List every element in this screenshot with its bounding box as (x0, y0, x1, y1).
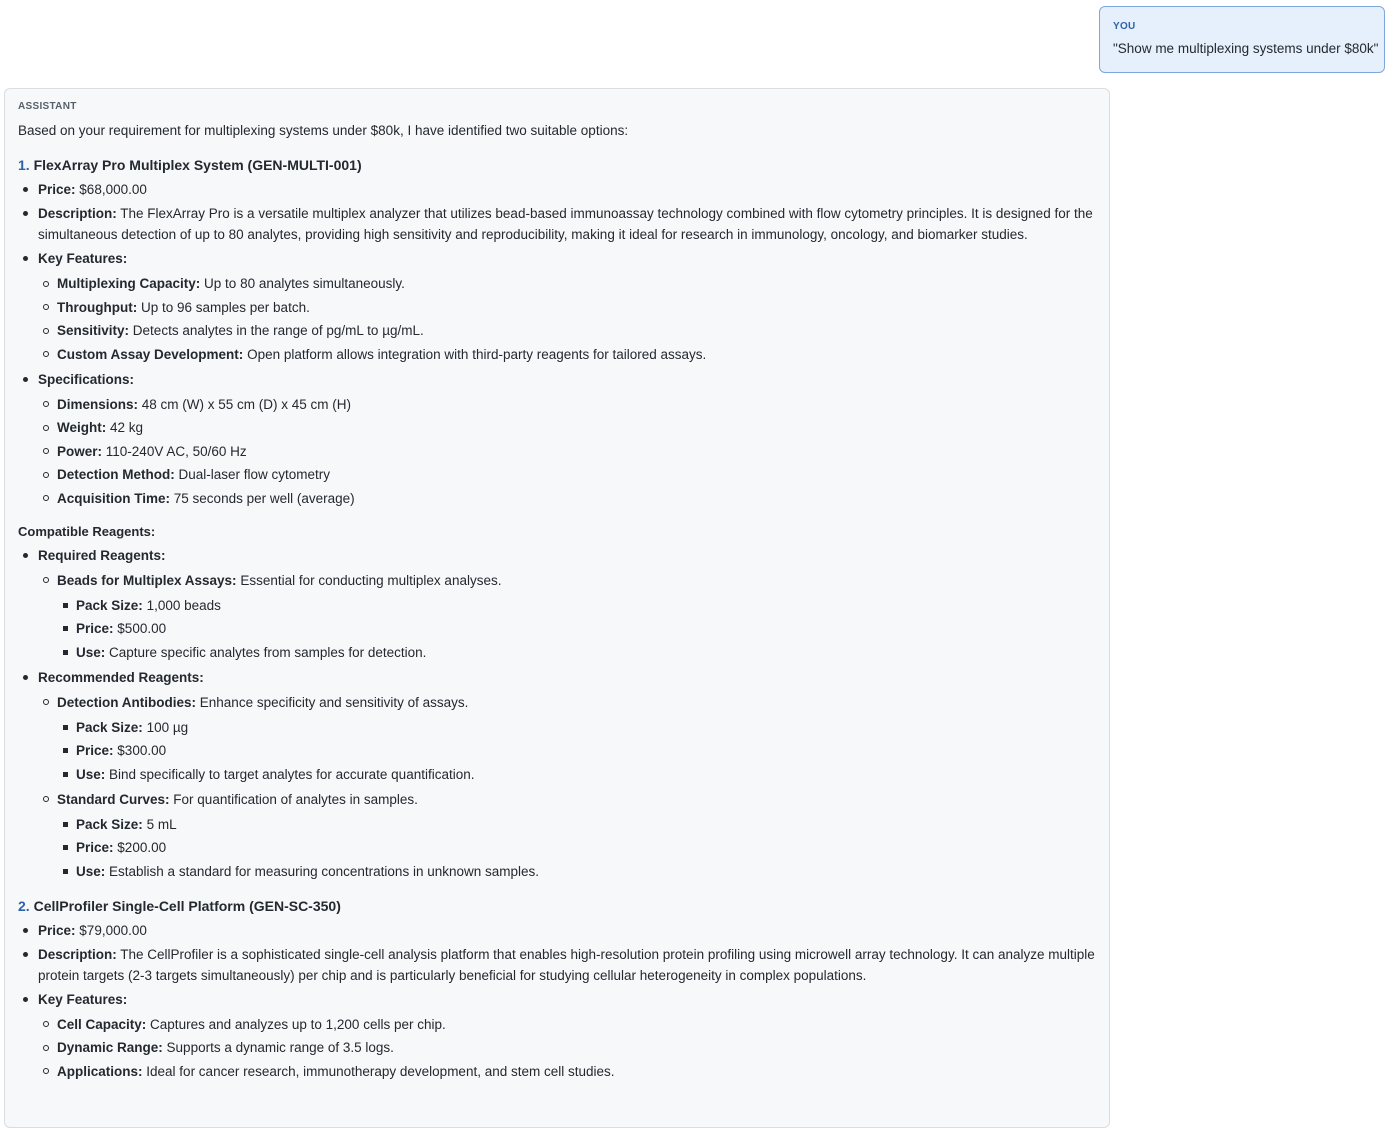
key-features-list (38, 1014, 1096, 1082)
item-key: Price: (38, 922, 76, 938)
item-value: $79,000.00 (79, 922, 147, 938)
item-key: Use: (76, 644, 106, 660)
compatible-reagents-heading: Compatible Reagents: (18, 523, 156, 539)
list-item (57, 764, 1096, 785)
list-item (38, 344, 1096, 365)
item-key: Detection Antibodies: (57, 694, 197, 710)
list-item (18, 545, 1096, 663)
item-key: Power: (57, 443, 103, 459)
item-key: Dimensions: (57, 396, 139, 412)
item-value: $500.00 (117, 621, 167, 636)
list-item (38, 789, 1096, 882)
item-value: The FlexArray Pro is a versatile multiplex analyzer that utilizes bead-based immunoassay technology combined with flow cytometry principles. It is designed for the simultaneous detection of up to 80 analytes, providing high sensitivity and reproducibility, making it ideal for research in immunology, oncology, and biomarker studies. (38, 206, 1093, 242)
item-key: Key Features: (38, 251, 128, 266)
item-value: $68,000.00 (79, 182, 147, 197)
item-value: 75 seconds per well (average) (173, 490, 355, 506)
product-name: CellProfiler Single-Cell Platform (GEN-SC-350) (33, 897, 341, 914)
list-item (57, 618, 1096, 639)
reagent-details (57, 717, 1096, 785)
item-value: Capture specific analytes from samples for detection. (109, 644, 427, 660)
item-key: Pack Size: (76, 597, 143, 613)
user-label: YOU (1113, 21, 1136, 32)
user-message-bubble (1099, 6, 1385, 73)
item-key: Price: (76, 743, 114, 758)
product-1-details (18, 179, 1096, 509)
item-value: Essential for conducting multiplex analyses. (240, 572, 502, 588)
list-item (18, 179, 1096, 200)
product-number: 1. (18, 157, 30, 173)
item-value: Detects analytes in the range of pg/mL to µg/mL. (132, 323, 424, 338)
list-item (57, 837, 1096, 858)
item-value: Dual-laser flow cytometry (178, 467, 331, 482)
reagent-details (57, 814, 1096, 882)
list-item (38, 320, 1096, 341)
product-1-title (18, 154, 1096, 176)
item-key: Detection Method: (57, 467, 175, 482)
product-name: FlexArray Pro Multiplex System (GEN-MULTI-001) (33, 157, 362, 173)
assistant-label: ASSISTANT (18, 101, 77, 112)
reagent-details (57, 595, 1096, 663)
item-key: Use: (76, 766, 106, 782)
list-item (38, 1037, 1096, 1058)
key-features-list (38, 273, 1096, 365)
list-item (38, 464, 1096, 485)
list-item (57, 717, 1096, 738)
product-number: 2. (18, 897, 30, 914)
assistant-message (4, 88, 1110, 1128)
list-item (38, 394, 1096, 415)
list-item (57, 595, 1096, 616)
list-item (38, 692, 1096, 785)
item-value: 1,000 beads (146, 597, 221, 613)
item-value: $300.00 (117, 743, 167, 758)
list-item (18, 920, 1096, 941)
list-item (38, 1061, 1096, 1082)
item-value: 48 cm (W) x 55 cm (D) x 45 cm (H) (141, 396, 352, 412)
item-key: Pack Size: (76, 719, 143, 735)
item-value: 42 kg (110, 420, 144, 435)
item-key: Description: (38, 946, 117, 962)
item-key: Pack Size: (76, 816, 143, 832)
item-value: Open platform allows integration with third-party reagents for tailored assays. (247, 346, 707, 362)
item-key: Specifications: (38, 371, 135, 387)
item-key: Beads for Multiplex Assays: (57, 572, 237, 588)
list-item (57, 861, 1096, 882)
product-2-title (18, 895, 1096, 917)
item-key: Price: (38, 182, 76, 197)
assistant-intro: Based on your requirement for multiplexing systems under $80k, I have identified two suitable options: (18, 123, 629, 138)
list-item (18, 369, 1096, 509)
reagents-list (18, 545, 1096, 882)
list-item (57, 740, 1096, 761)
item-key: Throughput: (57, 299, 138, 315)
item-value: Ideal for cancer research, immunotherapy development, and stem cell studies. (146, 1063, 615, 1079)
item-value: Enhance specificity and sensitivity of assays. (199, 694, 469, 710)
product-2-details (18, 920, 1096, 1082)
item-value: 5 mL (146, 816, 177, 832)
list-item (57, 642, 1096, 663)
item-key: Required Reagents: (38, 547, 166, 563)
required-reagents-list (38, 570, 1096, 663)
item-value: Captures and analyzes up to 1,200 cells per chip. (150, 1016, 446, 1032)
list-item (38, 297, 1096, 318)
list-item (38, 488, 1096, 509)
item-value: 110-240V AC, 50/60 Hz (105, 443, 247, 459)
item-value: 100 µg (146, 719, 189, 735)
item-value: $200.00 (117, 840, 167, 855)
list-item (18, 203, 1096, 245)
item-key: Sensitivity: (57, 323, 130, 338)
item-value: Supports a dynamic range of 3.5 logs. (166, 1040, 394, 1055)
item-key: Recommended Reagents: (38, 669, 204, 685)
item-key: Dynamic Range: (57, 1040, 163, 1055)
list-item (38, 441, 1096, 462)
item-key: Standard Curves: (57, 791, 170, 807)
user-message-text: "Show me multiplexing systems under $80k" (1113, 41, 1379, 56)
list-item (18, 989, 1096, 1082)
list-item (18, 944, 1096, 986)
item-value: Up to 96 samples per batch. (140, 299, 310, 315)
item-key: Price: (76, 621, 114, 636)
item-key: Multiplexing Capacity: (57, 276, 201, 291)
item-key: Acquisition Time: (57, 490, 171, 506)
item-key: Cell Capacity: (57, 1016, 147, 1032)
list-item (38, 417, 1096, 438)
list-item (57, 814, 1096, 835)
list-item (38, 570, 1096, 663)
item-value: Establish a standard for measuring concentrations in unknown samples. (109, 863, 540, 879)
item-key: Price: (76, 840, 114, 855)
list-item (38, 273, 1096, 294)
item-key: Description: (38, 206, 117, 221)
item-value: The CellProfiler is a sophisticated single-cell analysis platform that enables high-resolution protein profiling using microwell array technology. It can analyze multiple protein targets (2-3 targets simultaneously) per chip and is particularly beneficial for studying cellular heterogeneity in complex populations. (38, 946, 1095, 983)
item-key: Applications: (57, 1063, 143, 1079)
item-value: Up to 80 analytes simultaneously. (204, 276, 405, 291)
list-item (18, 248, 1096, 365)
item-key: Custom Assay Development: (57, 346, 244, 362)
list-item (18, 667, 1096, 882)
specifications-list (38, 394, 1096, 509)
item-value: For quantification of analytes in samples. (173, 791, 418, 807)
recommended-reagents-list (38, 692, 1096, 882)
item-value: Bind specifically to target analytes for accurate quantification. (109, 766, 475, 782)
item-key: Weight: (57, 420, 107, 435)
item-key: Use: (76, 863, 106, 879)
list-item (38, 1014, 1096, 1035)
item-key: Key Features: (38, 991, 128, 1007)
